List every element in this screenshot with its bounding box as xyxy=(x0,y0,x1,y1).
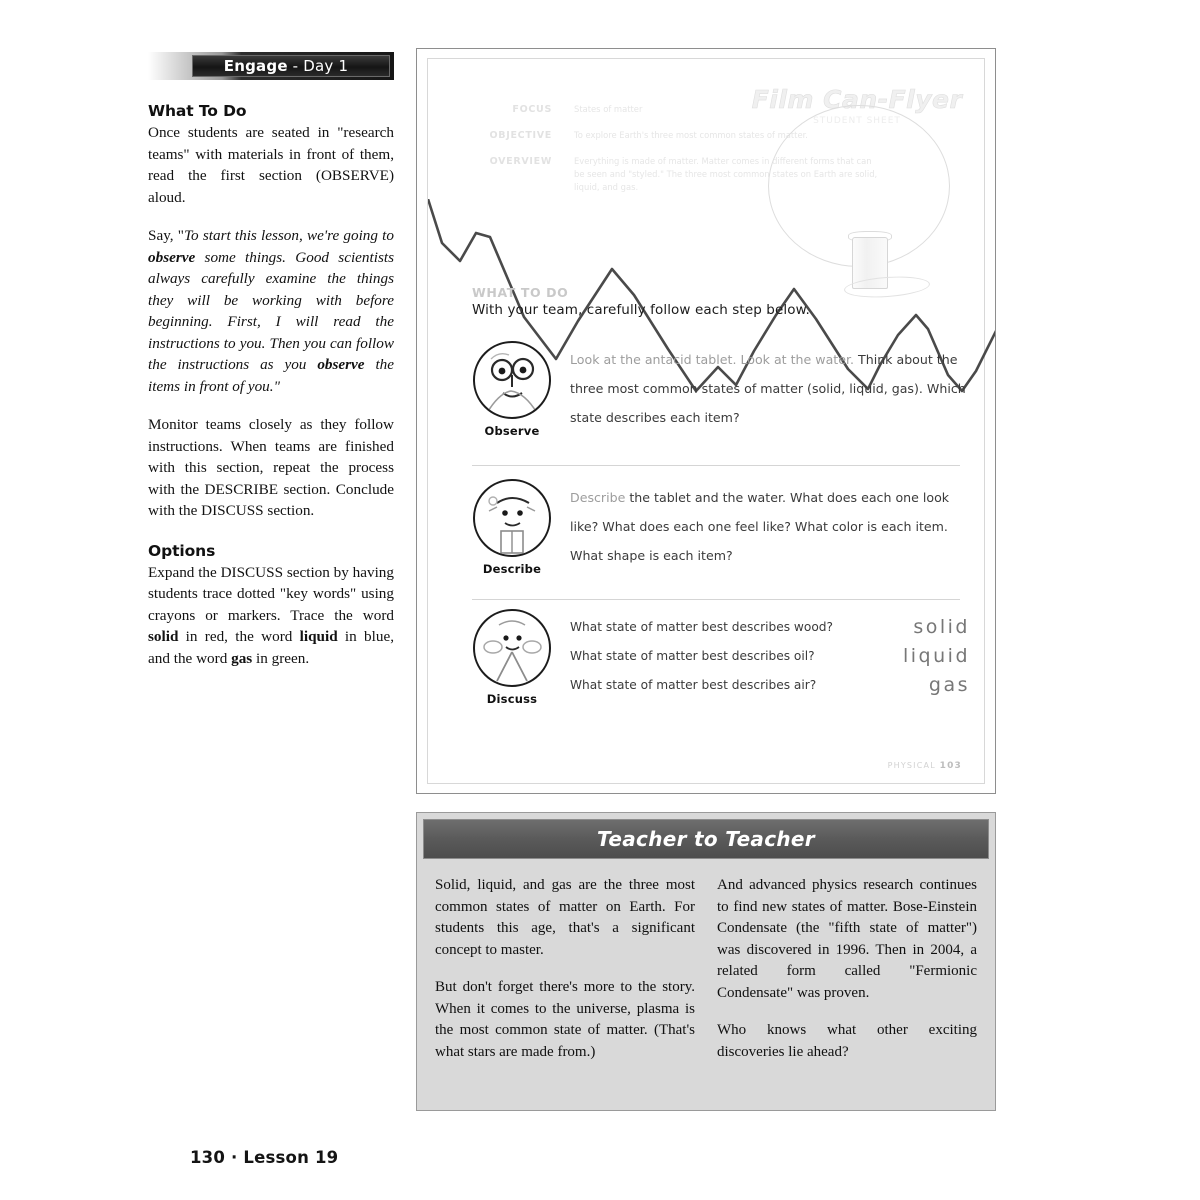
engage-label: Engage xyxy=(223,57,288,75)
trace-word-gas: gas xyxy=(928,674,970,696)
engage-day-label: Day 1 xyxy=(303,57,349,75)
teacher-to-teacher-header xyxy=(423,819,989,859)
step-divider-1 xyxy=(472,465,960,466)
engage-banner-text xyxy=(194,57,348,75)
discuss-character-icon xyxy=(473,609,551,687)
observe-step-text xyxy=(562,341,972,432)
options-paragraph xyxy=(148,562,394,670)
worksheet-step-describe xyxy=(462,479,972,576)
what-to-do-say-paragraph xyxy=(148,225,394,397)
options-bold-gas: gas xyxy=(231,649,253,667)
what-to-do-paragraph-1: Once students are seated in "research teams" with materials in front of them, read the first section (OBSERVE) aloud. xyxy=(148,124,394,206)
meta-label-focus: FOCUS xyxy=(512,104,552,115)
t2t-right-paragraph-2: Who knows what other exciting discoveries lie ahead? xyxy=(717,1022,977,1060)
worksheet-logo-subtitle: STUDENT SHEET xyxy=(813,116,901,126)
observe-body-text: Think about the three most common states of matter (solid, liquid, gas). Which state describes each item? xyxy=(570,352,966,425)
options-heading: Options xyxy=(148,541,216,560)
trace-word-liquid: liquid xyxy=(903,645,970,667)
worksheet-inner-frame xyxy=(427,58,985,784)
meta-label-overview: OVERVIEW xyxy=(489,156,552,167)
discuss-step-label: Discuss xyxy=(486,692,538,706)
trace-word-solid: solid xyxy=(913,616,970,638)
say-intro: Say, " xyxy=(148,227,184,244)
t2t-left-paragraph-1: Solid, liquid, and gas are the three most common states of matter on Earth. For students this age, that's a significant concept to master. xyxy=(435,877,695,958)
observe-lead-text: Look at the antacid tablet. Look at the water. xyxy=(570,352,855,367)
worksheet-footer-category: PHYSICAL xyxy=(887,761,936,770)
engage-separator: - xyxy=(287,57,304,75)
teacher-to-teacher-title: Teacher to Teacher xyxy=(597,827,815,851)
options-text-3: in blue, and the word xyxy=(148,628,394,667)
options-bold-liquid: liquid xyxy=(299,628,338,645)
describe-character-icon xyxy=(473,479,551,557)
trace-words-column xyxy=(852,613,972,700)
what-to-do-heading: What To Do xyxy=(148,102,247,120)
t2t-left-column xyxy=(435,875,695,1079)
options-text-4: in green. xyxy=(252,649,310,667)
options-text-1: Expand the DISCUSS section by having students trace dotted "key words" using crayons or markers. Trace the word xyxy=(148,563,394,624)
say-body-1: To start this lesson, we're going to xyxy=(184,227,395,244)
describe-step-text xyxy=(562,479,972,570)
worksheet-step-observe xyxy=(462,341,972,438)
worksheet-step-discuss xyxy=(462,609,972,706)
options-bold-solid: solid xyxy=(148,628,179,645)
what-to-do-paragraph-3: Monitor teams closely as they follow instructions. When teams are finished with this section, repeat the process with the DESCRIBE section. Conclude with the DISCUSS section. xyxy=(148,416,394,519)
teacher-to-teacher-body xyxy=(417,859,995,1089)
observe-icon-wrap xyxy=(462,341,562,438)
worksheet-what-to-do-block xyxy=(472,285,952,318)
discuss-content-grid xyxy=(562,609,972,700)
step-divider-2 xyxy=(472,599,960,600)
worksheet-footer-page: 103 xyxy=(939,761,962,771)
t2t-right-column xyxy=(717,875,977,1079)
say-bold-observe-1: observe xyxy=(148,248,196,266)
discuss-icon-wrap xyxy=(462,609,562,706)
teacher-to-teacher-panel xyxy=(416,812,996,1111)
say-body-3: the items in front of you." xyxy=(148,356,394,395)
t2t-left-paragraph-2: But don't forget there's more to the story. When it comes to the universe, plasma is the most common state of matter. (That's what stars are made from.) xyxy=(435,979,695,1060)
options-block xyxy=(148,542,394,670)
options-text-2: in red, the word xyxy=(178,628,300,645)
engage-day-banner xyxy=(148,52,394,80)
describe-lead-text: Describe xyxy=(570,490,626,505)
say-bold-observe-2: observe xyxy=(317,356,365,373)
page-footer: 130 · Lesson 19 xyxy=(190,1148,339,1167)
meta-value-objective: To explore Earth's three most common states of matter. xyxy=(574,130,808,140)
describe-icon-wrap xyxy=(462,479,562,576)
discuss-questions xyxy=(570,613,852,700)
meta-value-overview: Everything is made of matter. Matter comes in different forms that can be seen and "styled." The three most common states on Earth are solid, liquid, and gas. xyxy=(574,156,878,192)
worksheet-what-to-do-title: WHAT TO DO xyxy=(472,285,569,300)
worksheet-logo-title: Film Can-Flyer xyxy=(751,85,963,114)
worksheet-footer xyxy=(888,761,962,771)
meta-label-objective: OBJECTIVE xyxy=(489,130,552,141)
describe-body-text: the tablet and the water. What does each one look like? What does each one feel like? What color is each item. What shape is each item? xyxy=(570,490,950,563)
worksheet-what-to-do-instruction: With your team, carefully follow each step below. xyxy=(472,302,810,318)
discuss-question-2: What state of matter best describes oil? xyxy=(570,649,815,663)
t2t-right-paragraph-1: And advanced physics research continues to find new states of matter. Bose-Einstein Condensate (the "fifth state of matter") was discovered in 1996. Then in 2004, a related form called "Fermionic Condensate" was proven. xyxy=(717,877,977,1001)
left-teacher-column xyxy=(148,52,394,669)
student-worksheet-panel xyxy=(416,48,996,794)
describe-step-label: Describe xyxy=(482,562,542,576)
discuss-question-1: What state of matter best describes wood? xyxy=(570,620,834,634)
observe-character-icon xyxy=(473,341,551,419)
say-body-2: some things. Good scientists always carefully examine the things they will be working with before beginning. First, I will read the instructions to you. Then you can follow the instructions as you xyxy=(148,248,394,373)
meta-value-focus: States of matter xyxy=(574,104,643,114)
observe-step-label: Observe xyxy=(484,424,540,438)
discuss-question-3: What state of matter best describes air? xyxy=(570,678,817,692)
